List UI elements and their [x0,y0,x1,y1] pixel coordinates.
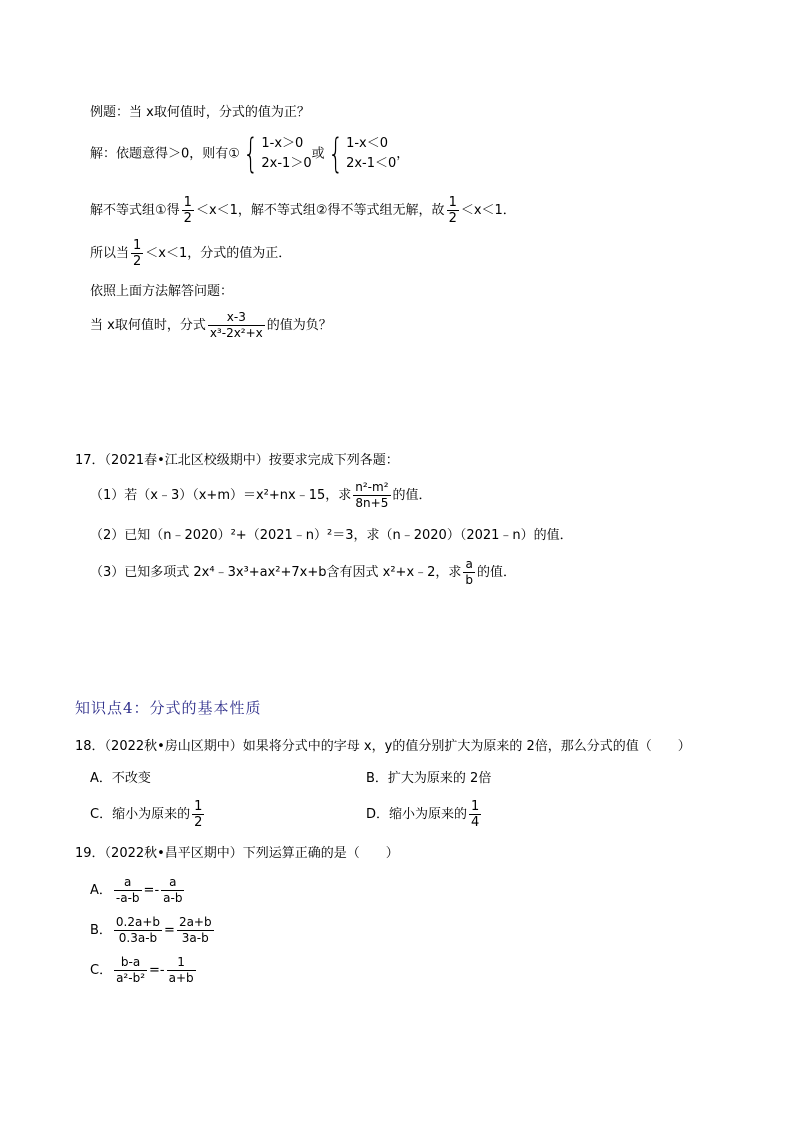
frac-num: n²-m² [355,480,389,494]
example-line5: 依照上面方法解答问题： [90,284,234,299]
frac-den: a-b [163,891,183,905]
frac-num: 1 [448,195,457,210]
frac-den: 8n+5 [353,495,390,511]
example-title: 例题：当 x取何值时，分式的值为正？ [90,105,310,120]
frac-den: x³-2x²+x [209,326,263,340]
q19-option-b [90,915,216,946]
fraction-half [131,238,143,269]
frac-num: 2a+b [178,915,212,929]
question-text-b: 的值为负？ [266,318,332,333]
q19-b-eq: = [164,923,175,938]
frac-den: 2 [194,815,203,830]
frac-den: a+b [168,971,194,985]
fraction-question [208,310,265,341]
q18-option-d [366,799,483,830]
line3-text-b: ＜x＜1，解不等式组②得不等式组无解，故 [195,203,445,218]
fraction-q19-b-right [177,915,214,946]
sys1-row2: 2x-1＞0 [261,156,312,171]
frac-num: 1 [133,238,142,253]
line3-text-c: ＜x＜1． [460,203,516,218]
inequality-system-2: { 1-x＜0 2x-1＜0 [327,131,397,177]
line3-text-a: 解不等式组①得 [90,203,180,218]
q18-option-b: B．扩大为原来的 2倍 [366,771,492,786]
frac-den: 4 [471,815,480,830]
q17-p1-text-a: （1）若（x﹣3）（x+m）＝x²+nx﹣15，求 [90,488,352,503]
frac-num: 1 [183,195,192,210]
frac-num: b-a [120,955,141,969]
q19-option-c [90,955,198,986]
q18-c-text: C．缩小为原来的 [90,807,191,822]
line4-text-a: 所以当 [90,246,130,261]
frac-den: b [465,573,474,587]
frac-den: 2 [183,211,192,226]
sys1-row1: 1-x＞0 [261,136,304,151]
fraction-q19-c-left [114,955,147,986]
or-text: 或 [311,146,325,162]
frac-den: 0.3a-b [114,930,162,946]
q17-p3-text-b: 的值． [477,565,517,580]
q17-part3 [90,557,516,588]
q19-a-eq: =- [143,883,160,898]
frac-den: -a-b [115,891,140,905]
frac-num: a [465,557,473,571]
frac-den: 2 [448,211,457,226]
fraction-q18-c [192,799,204,830]
frac-num: a [124,875,132,889]
frac-num: 0.2a+b [115,915,161,929]
section-heading: 知识点4：分式的基本性质 [75,699,262,717]
frac-num: 1 [177,955,185,969]
fraction-q19-a-left [114,875,142,906]
fraction-q19-a-right [161,875,184,906]
q18-option-a: A．不改变 [90,771,151,786]
fraction-half [447,195,459,226]
frac-num: x-3 [226,310,246,324]
frac-den: a²-b² [116,971,145,985]
question-text-a: 当 x取何值时，分式 [90,318,206,333]
frac-num: 1 [194,799,203,814]
solve-prefix: 解：依题意得＞0，则有① [90,146,240,162]
q19-option-a [90,875,186,906]
q19-c-eq: =- [149,963,165,978]
q19-title: 19．（2022秋•昌平区期中）下列运算正确的是（ ） [75,846,399,861]
frac-num: a [169,875,177,889]
q18-title: 18．（2022秋•房山区期中）如果将分式中的字母 x，y的值分别扩大为原来的 2倍，那么分式的值（ ） [75,739,691,754]
inequality-system-1: { 1-x＞0 2x-1＞0 [243,131,312,177]
frac-den: 2 [133,254,142,269]
fraction-q18-d [469,799,481,830]
frac-num: 1 [471,799,480,814]
example-line4 [90,238,291,269]
fraction-q17-p1 [353,480,390,511]
q18-d-text: D．缩小为原来的 [366,807,468,822]
q17-p3-text-a: （3）已知多项式 2x⁴﹣3x³+ax²+7x+b含有因式 x²+x﹣2，求 [90,565,462,580]
q19-b-label: B． [90,923,112,938]
fraction-q17-p3 [463,557,475,588]
sys-end: ， [396,146,410,162]
q18-option-c [90,799,206,830]
fraction-q19-b-left [114,915,162,946]
sys2-row2: 2x-1＜0 [346,156,397,171]
example-question [90,310,332,341]
q17-part2: （2）已知（n﹣2020）²+（2021﹣n）²＝3，求（n﹣2020）（2021﹣n）的值． [90,528,573,543]
q19-c-label: C． [90,963,113,978]
fraction-half [182,195,194,226]
q17-part1 [90,480,432,511]
fraction-q19-c-right [167,955,196,986]
q17-title: 17．（2021春•江北区校级期中）按要求完成下列各题： [75,453,399,468]
example-solution-line [90,131,410,177]
sys2-row1: 1-x＜0 [346,136,388,151]
q19-a-label: A． [90,883,112,898]
frac-den: 3a-b [177,930,214,946]
q17-p1-text-b: 的值． [392,488,432,503]
line4-text-b: ＜x＜1，分式的值为正． [145,246,292,261]
example-line3 [90,195,516,226]
